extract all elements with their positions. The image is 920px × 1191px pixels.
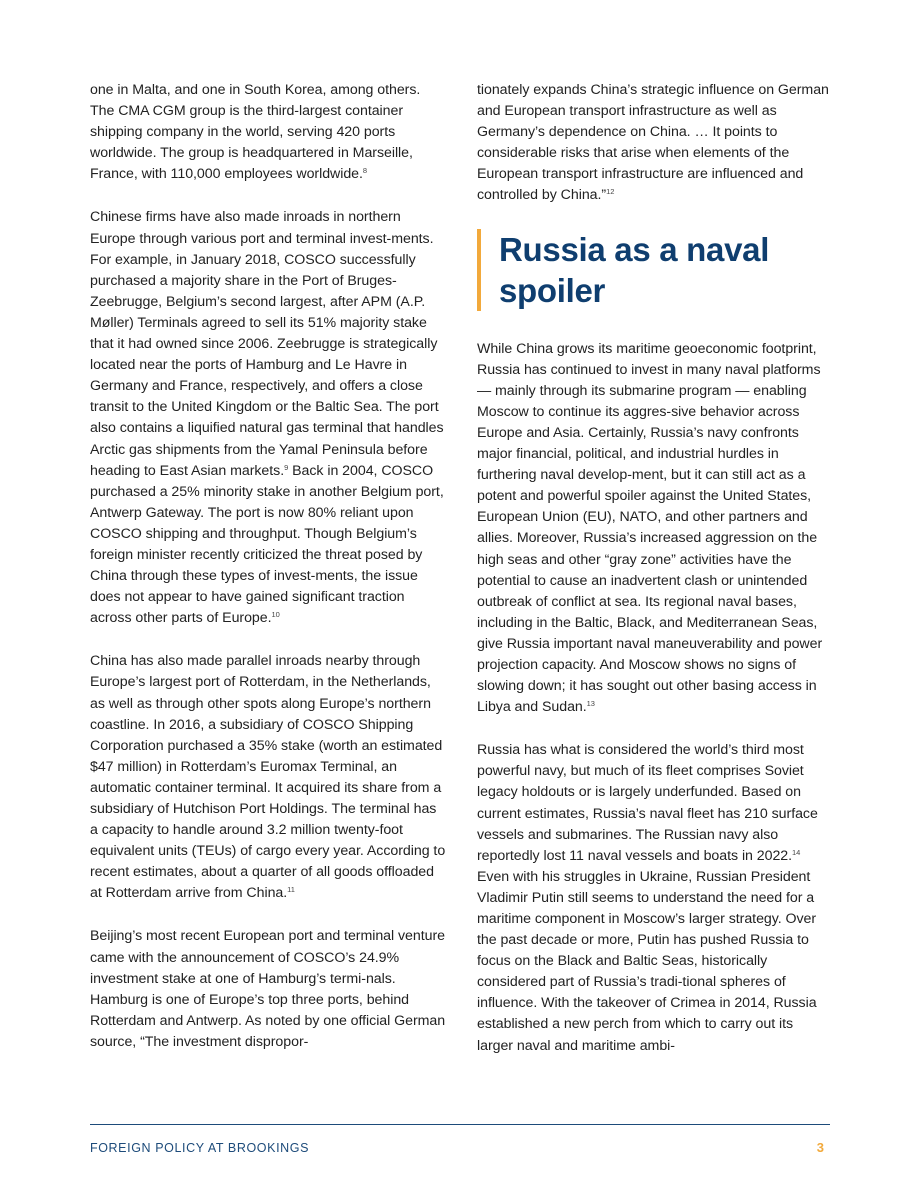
footer-publication: FOREIGN POLICY AT BROOKINGS: [90, 1141, 310, 1155]
paragraph-northern-europe: Chinese firms have also made inroads in northern Europe through various port and terminal invest-ments. For example, in January 2018, COSCO successfully purchased a majority share in the Port of Bruges-Zeebrugge, Belgium’s second largest, after APM (A.P. Møller) Terminals agreed to sell its 51% majority stake that it had owned since 2006. Zeebrugge is strategically located near the ports of Hamburg and Le Havre in Germany and France, respectively, and offers a close transit to the United Kingdom or the Baltic Sea. The port also contains a liquified natural gas terminal that handles Arctic gas shipments from the Yamal Peninsula before heading to East Asian markets.$^9$ Back in 2004, COSCO purchased a 25% minority stake in another Belgium port, Antwerp Gateway. The port is now 80% reliant upon COSCO shipping and throughput. Though Belgium’s foreign minister recently criticized the threat posed by China through these types of invest-ments, the issue does not appear to have gained significant traction across other parts of Europe.$^{10}$: [90, 209, 444, 627]
footnote-ref[interactable]: 11: [287, 885, 295, 895]
footnote-ref[interactable]: 12: [606, 187, 615, 197]
footnote-ref[interactable]: 8: [362, 166, 368, 176]
footnote-ref[interactable]: 13: [586, 699, 595, 709]
footnote-ref[interactable]: 10: [271, 610, 280, 620]
paragraph-hamburg: Beijing’s most recent European port and terminal venture came with the announcement of COSCO’s 24.9% investment stake at one of Hamburg’s termi-nals. Hamburg is one of Europe’s top three ports, behind Rotterdam and Antwerp. As noted by one official German source, “The investment dispropor-: [90, 928, 446, 1050]
paragraph-russia-fleet: Russia has what is considered the world’s third most powerful navy, but much of its fleet comprises Soviet legacy holdouts or is largely underfunded. Based on current estimates, Russia’s naval fleet has 210 surface vessels and submarines. The Russian navy also reportedly lost 11 naval vessels and boats in 2022.14 Even with his struggles in Ukraine, Russian President Vladimir Putin still seems to understand the need for a maritime component in Moscow’s larger strategy. Over the past decade or more, Putin has pushed Russia to focus on the Black and Baltic Seas, historically considered part of Russia’s tradi-tional spheres of influence. With the takeover of Crimea in 2014, Russia established a new perch from which to carry out its larger naval and maritime ambi-: [477, 742, 818, 1054]
paragraph-rotterdam: China has also made parallel inroads nearby through Europe’s largest port of Rotterdam, in the Netherlands, as well as through other spots along Europe’s northern coastline. In 2016, a subsidiary of COSCO Shipping Corporation purchased a 35% stake (worth an estimated $47 million) in Rotterdam’s Euromax Terminal, an automatic container terminal. It acquired its share from a subsidiary of Hutchison Port Holdings. The terminal has a capacity to handle around 3.2 million twenty-foot equivalent units (TEUs) of cargo every year. According to recent estimates, about a quarter of all goods offloaded at Rotterdam arrive from China.$^{11}$: [90, 653, 446, 902]
paragraph-russia-naval: While China grows its maritime geoeconomic footprint, Russia has continued to invest in many naval platforms — mainly through its submarine program — enabling Moscow to continue its aggres-sive behavior across Europe and Asia. Certainly, Russia’s navy confronts major financial, political, and industrial hurdles in furthering naval develop-ment, but it can still act as a potent and powerful spoiler against the United States, European Union (EU), NATO, and other partners and allies. Moreover, Russia’s increased aggression on the high seas and other “gray zone” activities have the potential to cause an inadvertent clash or unintended outbreak of conflict at sea. Its regional naval bases, including in the Baltic, Black, and Mediterranean Seas, give Russia important naval maneuverability and power projection capacity. And Moscow shows no signs of slowing down; it has sought out other basing access in Libya and Sudan.$^{13}$: [477, 340, 823, 716]
section-heading-block: [477, 229, 832, 311]
left-column: [90, 80, 446, 1075]
paragraph-german-source: tionately expands China’s strategic influence on German and European transport infrastructure as well as Germany’s dependence on China. … It points to considerable risks that arise when elements of the European transport infrastructure are influenced and controlled by China.”$^{12}$: [477, 82, 829, 204]
footer-divider: [90, 1124, 830, 1125]
section-heading: Russia as a naval spoiler: [499, 230, 770, 309]
footnote-ref[interactable]: 9: [284, 462, 289, 472]
footnote-ref[interactable]: 14: [792, 847, 801, 857]
paragraph-cma-cgm: one in Malta, and one in South Korea, among others. The CMA CGM group is the third-largest container shipping company in the world, serving 420 ports worldwide. The group is headquartered in Marseille, France, with 110,000 employees worldwide.$^8$: [90, 82, 421, 183]
right-column: [477, 80, 832, 1079]
page-number: 3: [816, 1140, 824, 1155]
